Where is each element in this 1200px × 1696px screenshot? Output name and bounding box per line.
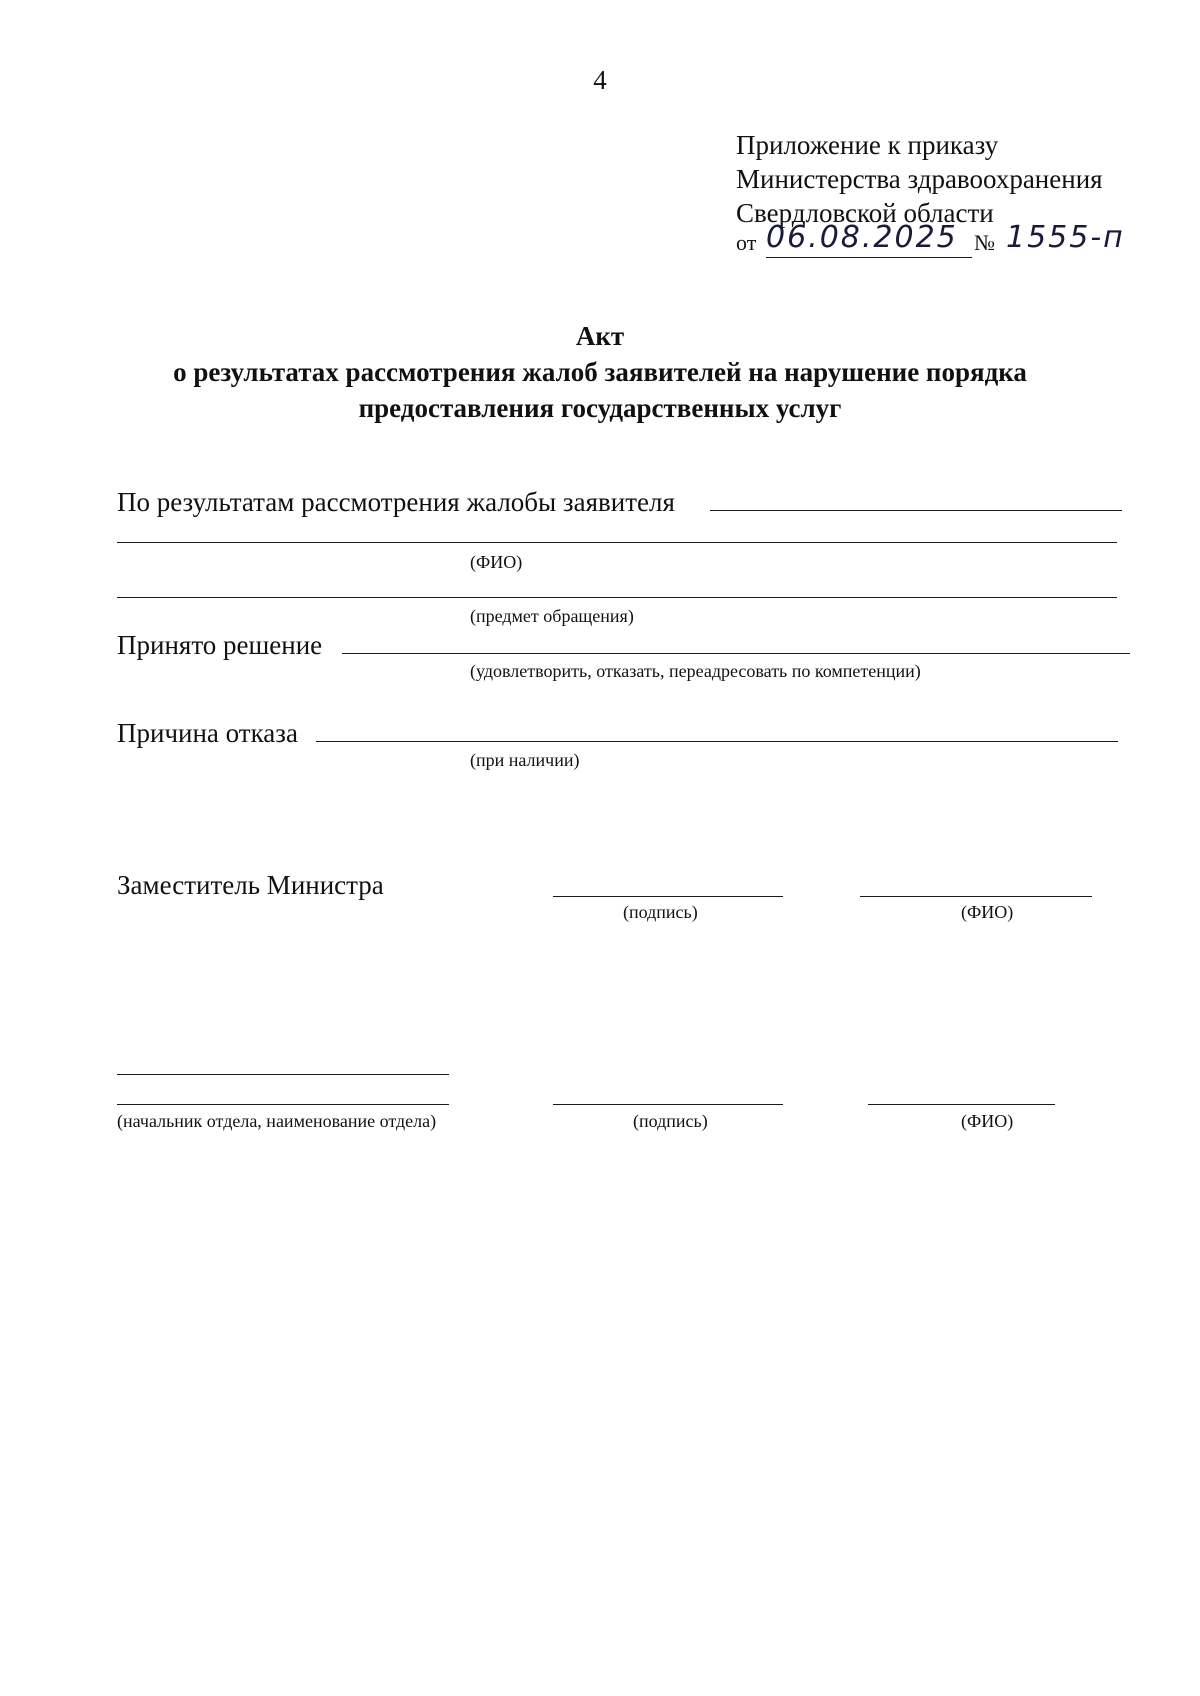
refusal-blank <box>316 741 1118 742</box>
refusal-caption: (при наличии) <box>470 750 580 770</box>
head-fio-blank <box>868 1104 1055 1105</box>
decision-blank <box>342 653 1130 654</box>
subject-caption: (предмет обращения) <box>470 606 634 626</box>
document-subtitle-line-2: предоставления государственных услуг <box>358 393 842 423</box>
deputy-fio-caption: (ФИО) <box>961 902 1014 922</box>
fio-blank <box>117 542 1117 543</box>
deputy-signature-caption: (подпись) <box>623 902 698 922</box>
appendix-line-2: Министерства здравоохранения <box>736 164 1103 194</box>
refusal-label: Причина отказа <box>117 718 298 748</box>
appendix-line-1: Приложение к приказу <box>736 130 999 160</box>
fio-caption: (ФИО) <box>470 552 523 572</box>
department-line-2-blank <box>117 1104 449 1105</box>
head-fio-caption: (ФИО) <box>961 1111 1014 1131</box>
date-prefix: от <box>736 230 757 255</box>
date-underline <box>766 257 972 258</box>
deputy-fio-blank <box>860 896 1092 897</box>
deputy-minister-label: Заместитель Министра <box>117 870 384 900</box>
subject-blank <box>117 597 1117 598</box>
decision-caption: (удовлетворить, отказать, переадресовать по компетенции) <box>470 661 921 681</box>
deputy-signature-blank <box>553 896 783 897</box>
appendix-block <box>736 128 1103 230</box>
department-line-1-blank <box>117 1074 449 1075</box>
page-number: 4 <box>593 65 607 95</box>
head-signature-blank <box>553 1104 783 1105</box>
appendix-line-3: Свердловской области <box>736 198 994 228</box>
document-title: Акт <box>575 321 625 351</box>
document-subtitle-line-1: о результатах рассмотрения жалоб заявителей на нарушение порядка <box>173 357 1027 387</box>
number-prefix: № <box>974 230 995 255</box>
decision-label: Принято решение <box>117 630 323 660</box>
complaint-label: По результатам рассмотрения жалобы заявителя <box>117 487 675 517</box>
handwritten-date: 06.08.2025 <box>766 220 958 255</box>
department-head-caption: (начальник отдела, наименование отдела) <box>117 1111 437 1131</box>
complaint-blank <box>710 510 1122 511</box>
head-signature-caption: (подпись) <box>633 1111 708 1131</box>
handwritten-number: 1555-п <box>1006 220 1125 255</box>
